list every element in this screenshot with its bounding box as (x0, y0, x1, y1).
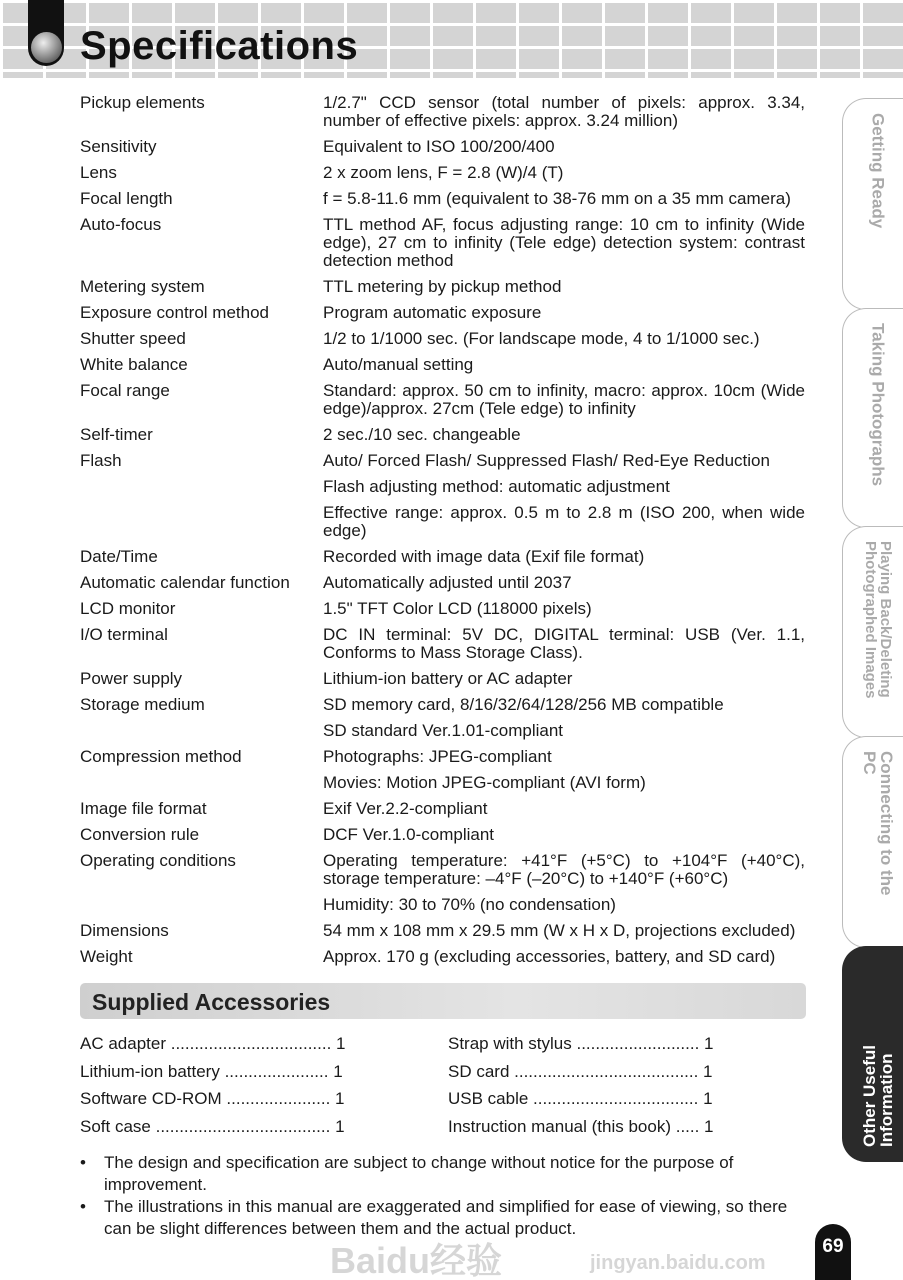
accessory-item: Strap with stylus .......................... 1 (448, 1034, 714, 1053)
notes-list (80, 1152, 800, 1240)
spec-value-line: Equivalent to ISO 100/200/400 (323, 137, 555, 156)
accessory-item: AC adapter .................................. 1 (80, 1034, 346, 1053)
accessory-item: Lithium-ion battery ...................... 1 (80, 1061, 343, 1081)
tab-label: Other Useful Information (860, 1044, 896, 1147)
spec-label: Operating conditions (80, 851, 236, 870)
tab-other-useful-information[interactable] (842, 946, 903, 1162)
spec-label: Metering system (80, 277, 205, 296)
spec-value-line: Lithium-ion battery or AC adapter (323, 669, 573, 688)
spec-label: Dimensions (80, 921, 169, 940)
spec-label: Power supply (80, 669, 183, 688)
spec-value (323, 138, 805, 164)
spec-row (80, 452, 805, 548)
spec-value (323, 548, 805, 574)
spec-label: Auto-focus (80, 215, 162, 234)
spec-row (80, 670, 805, 696)
spec-value-line: 2 x zoom lens, F = 2.8 (W)/4 (T) (323, 163, 564, 182)
spec-row (80, 626, 805, 670)
spec-value-line: Operating temperature: +41°F (+5°C) to +104°F (+40°C), storage temperature: –4°F (–20°C) to +140°F (+60°C) (323, 851, 805, 888)
spec-value (323, 304, 805, 330)
spec-row (80, 356, 805, 382)
tab-getting-ready[interactable] (842, 98, 903, 310)
spec-value (323, 330, 805, 356)
spec-row (80, 548, 805, 574)
watermark-url: jingyan.baidu.com (590, 1252, 766, 1274)
spec-value (323, 426, 805, 452)
spec-row (80, 800, 805, 826)
accessories-left-column (80, 1030, 363, 1140)
spec-value-line: Auto/manual setting (323, 355, 474, 374)
spec-value (323, 670, 805, 696)
spec-value (323, 948, 805, 974)
spec-row (80, 826, 805, 852)
spec-row (80, 216, 805, 278)
accessory-item: Soft case ..................................... 1 (80, 1116, 345, 1136)
spec-value-line: SD standard Ver.1.01-compliant (323, 721, 564, 740)
spec-value-line: 1/2 to 1/1000 sec. (For landscape mode, 4 to 1/1000 sec.) (323, 329, 760, 348)
spec-value-line: 1/2.7" CCD sensor (total number of pixels: approx. 3.34, number of effective pixels: approx. 3.24 million) (323, 93, 805, 130)
tab-label: Playing Back/Deleting Photographed Images (862, 541, 894, 699)
spec-row (80, 852, 805, 922)
spec-value-line: 54 mm x 108 mm x 29.5 mm (W x H x D, projections excluded) (323, 921, 796, 940)
spec-value-line: SD memory card, 8/16/32/64/128/256 MB compatible (323, 695, 724, 714)
spec-value-line: f = 5.8-11.6 mm (equivalent to 38-76 mm on a 35 mm camera) (323, 189, 791, 208)
spec-label: Lens (80, 163, 117, 182)
spec-value (323, 852, 805, 922)
spec-value (323, 190, 805, 216)
spec-value-line: Approx. 170 g (excluding accessories, battery, and SD card) (323, 947, 776, 966)
spec-value-line: Flash adjusting method: automatic adjustment (323, 477, 670, 496)
accessories-right-column (448, 1030, 732, 1140)
spec-label: LCD monitor (80, 599, 176, 618)
spec-label: White balance (80, 355, 188, 374)
spec-row (80, 600, 805, 626)
spec-label: Pickup elements (80, 93, 205, 112)
accessory-item: SD card ....................................... 1 (448, 1061, 713, 1081)
spec-value-line: DCF Ver.1.0-compliant (323, 825, 495, 844)
spec-value (323, 382, 805, 426)
specifications-list (80, 94, 805, 974)
spec-label: Focal range (80, 381, 170, 400)
tab-label: Taking Photographs (868, 323, 888, 487)
page-number: 69 (815, 1224, 851, 1280)
page-title: Specifications (80, 24, 359, 68)
spec-row (80, 304, 805, 330)
spec-label: Self-timer (80, 425, 153, 444)
spec-row (80, 330, 805, 356)
spec-label: Automatic calendar function (80, 573, 290, 592)
tab-label: Getting Ready (868, 113, 888, 229)
spec-value (323, 626, 805, 670)
spec-label: I/O terminal (80, 625, 168, 644)
tab-connecting-to-pc[interactable] (842, 736, 903, 948)
accessory-item: Instruction manual (this book) ..... 1 (448, 1116, 714, 1136)
spec-label: Shutter speed (80, 329, 186, 348)
spec-value (323, 574, 805, 600)
spec-value-line: Auto/ Forced Flash/ Suppressed Flash/ Red-Eye Reduction (323, 451, 770, 470)
tab-playing-back-deleting[interactable] (842, 526, 903, 738)
spec-value-line: Automatically adjusted until 2037 (323, 573, 572, 592)
spec-label: Date/Time (80, 547, 158, 566)
spec-row (80, 574, 805, 600)
accessory-item: USB cable ................................... 1 (448, 1089, 713, 1108)
spec-label: Sensitivity (80, 137, 157, 156)
spec-label: Weight (80, 947, 133, 966)
spec-row (80, 94, 805, 138)
spec-value-line: Effective range: approx. 0.5 m to 2.8 m (ISO 200, when wide edge) (323, 503, 805, 540)
watermark: Baidu经验 (330, 1240, 503, 1280)
spec-value (323, 278, 805, 304)
spec-value-line: Program automatic exposure (323, 303, 542, 322)
spec-value (323, 696, 805, 748)
spec-label: Exposure control method (80, 303, 269, 322)
tab-taking-photographs[interactable] (842, 308, 903, 528)
spec-value-line: TTL metering by pickup method (323, 277, 562, 296)
spec-value (323, 216, 805, 278)
spec-value (323, 922, 805, 948)
spec-value (323, 748, 805, 800)
spec-value (323, 356, 805, 382)
spec-value-line: DC IN terminal: 5V DC, DIGITAL terminal: USB (Ver. 1.1, Conforms to Mass Storage Class). (323, 625, 805, 662)
spec-label: Image file format (80, 799, 207, 818)
spec-row (80, 696, 805, 748)
spec-row (80, 164, 805, 190)
spec-value-line: 1.5" TFT Color LCD (118000 pixels) (323, 599, 592, 618)
spec-row (80, 190, 805, 216)
spec-row (80, 922, 805, 948)
sphere-bullet-icon (31, 32, 62, 63)
spec-label: Flash (80, 451, 122, 470)
spec-value-line: TTL method AF, focus adjusting range: 10 cm to infinity (Wide edge), 27 cm to infinity (Tele edge) detection system: contrast detection method (323, 215, 805, 270)
spec-value-line: Humidity: 30 to 70% (no condensation) (323, 895, 616, 914)
spec-value-line: Exif Ver.2.2-compliant (323, 799, 488, 818)
spec-value-line: Recorded with image data (Exif file format) (323, 547, 645, 566)
spec-row (80, 948, 805, 974)
accessories-header (80, 983, 806, 1019)
spec-value-line: Photographs: JPEG-compliant (323, 747, 552, 766)
note-item: • The illustrations in this manual are exaggerated and simplified for ease of viewing, so there can be slight differences between them and the actual product. (80, 1196, 800, 1240)
spec-label: Conversion rule (80, 825, 200, 844)
spec-value-line: Standard: approx. 50 cm to infinity, macro: approx. 10cm (Wide edge)/approx. 27cm (Tele edge) to infinity (323, 381, 805, 418)
spec-value (323, 452, 805, 548)
note-item: • The design and specification are subject to change without notice for the purpose of improvement. (80, 1152, 800, 1196)
spec-value (323, 600, 805, 626)
spec-label: Focal length (80, 189, 173, 208)
spec-label: Compression method (80, 747, 242, 766)
spec-row (80, 748, 805, 800)
spec-value-line: 2 sec./10 sec. changeable (323, 425, 521, 444)
spec-value-line: Movies: Motion JPEG-compliant (AVI form) (323, 773, 646, 792)
spec-row (80, 278, 805, 304)
spec-row (80, 426, 805, 452)
spec-value (323, 826, 805, 852)
accessories-title: Supplied Accessories (92, 989, 331, 1015)
tab-label: Connecting to the PC (860, 751, 896, 896)
spec-value (323, 164, 805, 190)
spec-row (80, 382, 805, 426)
spec-value (323, 800, 805, 826)
accessory-item: Software CD-ROM ...................... 1 (80, 1089, 345, 1108)
spec-value (323, 94, 805, 138)
spec-row (80, 138, 805, 164)
spec-label: Storage medium (80, 695, 205, 714)
